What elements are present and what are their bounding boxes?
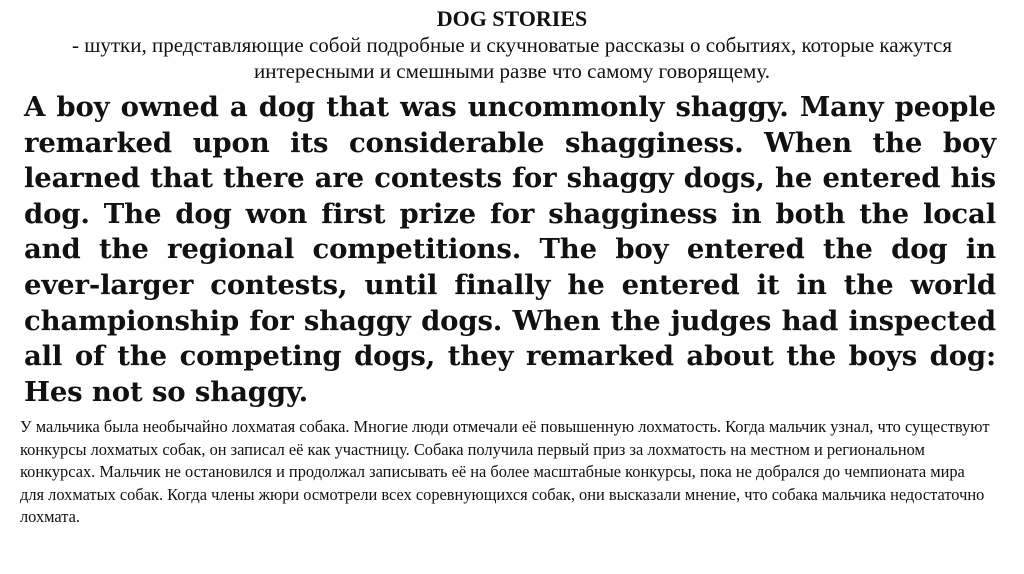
- slide-subtitle: - шутки, представляющие собой подробные и скучноватые рассказы о событиях, которые кажутся интересными и смешными разве что самому говорящему.: [71, 33, 953, 83]
- translation-text: У мальчика была необычайно лохматая собака. Многие люди отмечали её повышенную лохматость. Когда мальчик узнал, что существуют конкурсы лохматых собак, он записал её как участницу. Собака получила первый приз за лохматость на местном и региональном конкурсах. Мальчик не остановился и продолжал записывать её на более масштабные конкурсы, пока не добрался до чемпионата мира для лохматых собак. Когда члены жюри осмотрели всех соревнующихся собак, они высказали мнение, что собака мальчика недостаточно лохмата.: [20, 417, 990, 526]
- slide-title: DOG STORIES: [436, 6, 588, 31]
- story-text: A boy owned a dog that was uncommonly shaggy. Many people remarked upon its considerable shagginess. When the boy learned that there are contests for shaggy dogs, he entered his dog. The dog won first prize for shagginess in both the local and the regional competitions. The boy entered the dog in ever-larger contests, until finally he entered it in the world championship for shaggy dogs. When the judges had inspected all of the competing dogs, they remarked about the boys dog: Hes not so shaggy.: [24, 91, 996, 408]
